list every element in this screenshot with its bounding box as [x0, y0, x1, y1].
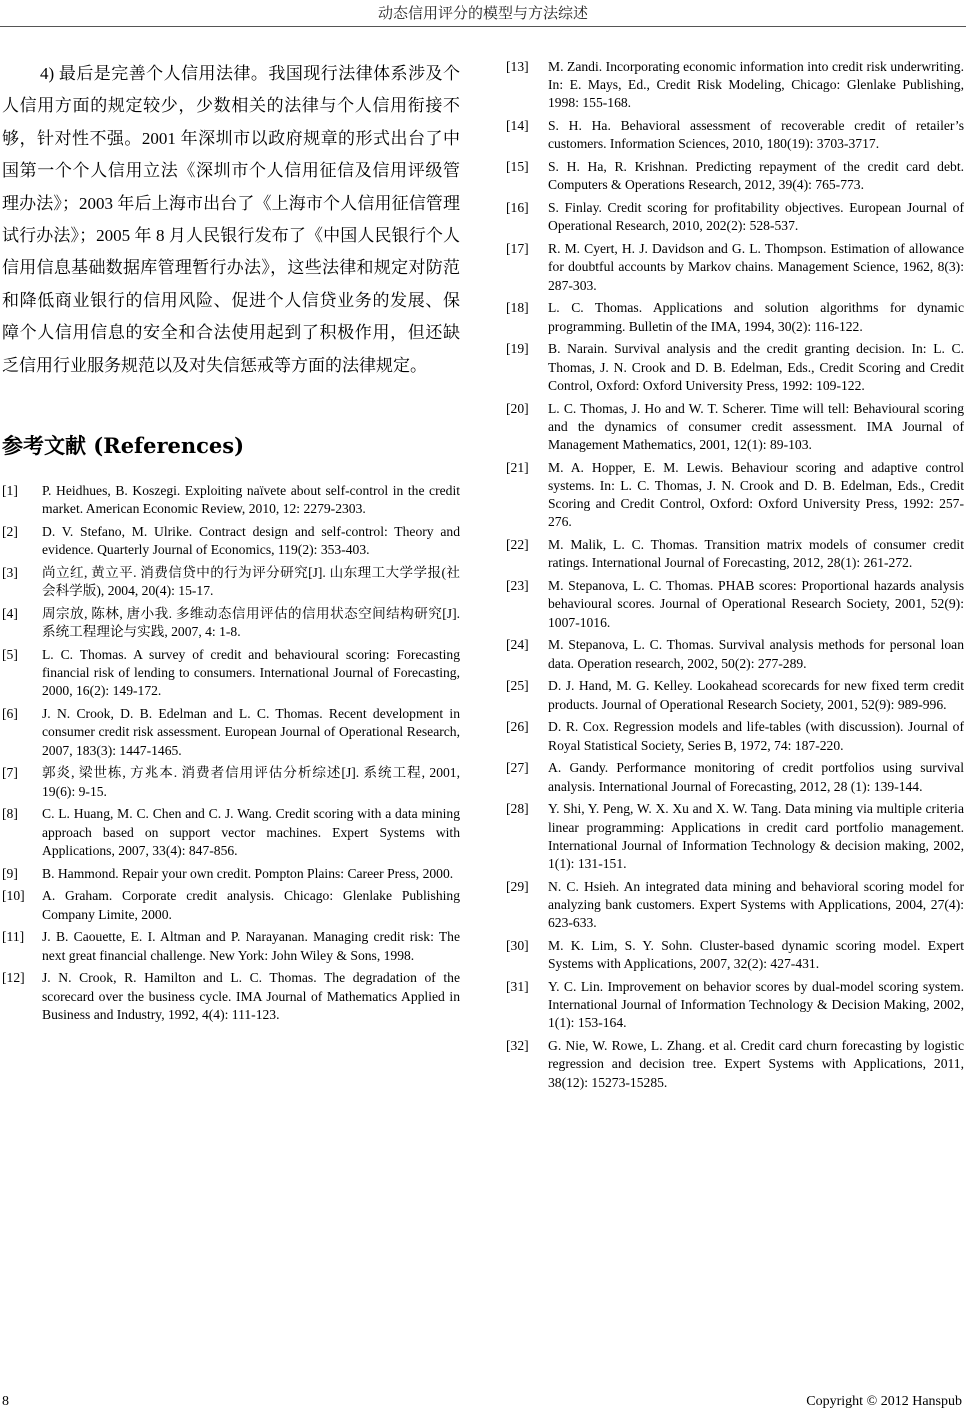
reference-number: [9]: [2, 865, 18, 881]
right-column: [506, 58, 964, 1096]
reference-text: A. Gandy. Performance monitoring of credit portfolios using survival analysis. International Journal of Forecasting, 2012, 28 (1): 139-144.: [548, 760, 964, 794]
reference-number: [27]: [506, 760, 529, 776]
reference-item: [2, 865, 460, 883]
reference-text: M. A. Hopper, E. M. Lewis. Behaviour scoring and adaptive control systems. In: L. C. Thomas, J. N. Crook and D. B. Edelman, Eds., Credit Scoring and Credit Control, Oxford: Oxford University Press, 1992: 257-276.: [548, 459, 964, 530]
reference-number: [15]: [506, 159, 529, 175]
reference-item: [2, 887, 460, 923]
reference-number: [2]: [2, 524, 18, 540]
reference-item: [2, 564, 460, 600]
reference-item: [506, 117, 964, 153]
reference-item: [506, 800, 964, 873]
reference-item: [2, 969, 460, 1024]
page-number: 8: [2, 1394, 9, 1409]
reference-text: R. M. Cyert, H. J. Davidson and G. L. Thompson. Estimation of allowance for doubtful accounts by Markov chains. Management Science, 1962, 8(3): 287-303.: [548, 241, 964, 293]
reference-number: [6]: [2, 706, 18, 722]
reference-text: M. Stepanova, L. C. Thomas. PHAB scores: Proportional hazards analysis behavioural scores. Journal of Operational Research Society, 2001, 52(9): 1007-1016.: [548, 578, 964, 630]
reference-text: M. K. Lim, S. Y. Sohn. Cluster-based dynamic scoring model. Expert Systems with Applications, 2007, 32(2): 427-431.: [548, 938, 964, 972]
reference-number: [26]: [506, 719, 529, 735]
reference-item: [506, 400, 964, 455]
reference-text: 郭炎, 梁世栋, 方兆本. 消费者信用评估分析综述[J]. 系统工程, 2001, 19(6): 9-15.: [42, 765, 460, 799]
reference-text: L. C. Thomas, J. Ho and W. T. Scherer. Time will tell: Behavioural scoring and the dynamics of consumer credit assessment. IMA Journal of Management Mathematics, 2001, 12(1): 89-103.: [548, 400, 964, 453]
left-column: [2, 58, 460, 1029]
reference-text: Y. Shi, Y. Peng, W. X. Xu and X. W. Tang. Data mining via multiple criteria linear programming: Applications in credit card portfolio management. International Journal of Information Technology & decision making, 2002, 1(1): 131-151.: [548, 801, 964, 872]
reference-item: [2, 482, 460, 518]
reference-item: [506, 536, 964, 572]
reference-text: M. Malik, L. C. Thomas. Transition matrix models of consumer credit ratings. International Journal of Forecasting, 2012, 28(1): 261-272.: [548, 537, 964, 571]
reference-item: [2, 928, 460, 964]
reference-item: [506, 759, 964, 795]
reference-item: [506, 158, 964, 194]
reference-text: C. L. Huang, M. C. Chen and C. J. Wang. Credit scoring with a data mining approach based on support vector machines. Expert Systems with Applications, 2007, 33(4): 847-856.: [42, 806, 460, 858]
body-paragraph: 4) 最后是完善个人信用法律。我国现行法律体系涉及个人信用方面的规定较少，少数相关的法律与个人信用衔接不够，针对性不强。2001 年深圳市以政府规章的形式出台了中国第一个个人信用立法《深圳市个人信用征信及信用评级管理办法》；2003 年后上海市出台了《上海市个人信用征信管理试行办法》；2005 年 8 月人民银行发布了《中国人民银行个人信用信息基础数据库管理暂行办法》，这些法律和规定对防范和降低商业银行的信用风险、促进个人信贷业务的发展、保障个人信用信息的安全和合法使用起到了积极作用，但还缺乏信用行业服务规范以及对失信惩戒等方面的法律规定。: [2, 64, 460, 375]
reference-text: S. Finlay. Credit scoring for profitability objectives. European Journal of Operational Research, 2010, 202(2): 528-537.: [548, 200, 964, 234]
copyright-notice: Copyright © 2012 Hanspub: [806, 1394, 962, 1409]
reference-item: [506, 878, 964, 933]
reference-item: [506, 718, 964, 754]
reference-text: D. R. Cox. Regression models and life-tables (with discussion). Journal of Royal Statistical Society, Series B, 1972, 74: 187-220.: [548, 719, 964, 753]
reference-number: [25]: [506, 678, 529, 694]
reference-text: Y. C. Lin. Improvement on behavior scores by dual-model scoring system. International Journal of Information Technology & Decision Making, 2002, 1(1): 153-164.: [548, 979, 964, 1031]
reference-item: [2, 764, 460, 800]
reference-item: [506, 636, 964, 672]
reference-text: J. N. Crook, D. B. Edelman and L. C. Thomas. Recent development in consumer credit risk assessment. European Journal of Operational Research, 2007, 183(3): 1447-1465.: [42, 706, 460, 758]
reference-number: [28]: [506, 801, 529, 817]
reference-item: [2, 646, 460, 701]
references-heading: 参考文献 (References): [2, 433, 245, 459]
header-divider: [0, 26, 966, 27]
reference-number: [22]: [506, 537, 529, 553]
reference-number: [13]: [506, 59, 529, 74]
reference-number: [5]: [2, 647, 18, 663]
reference-number: [8]: [2, 806, 18, 822]
reference-number: [17]: [506, 241, 529, 257]
reference-item: [506, 340, 964, 395]
reference-number: [32]: [506, 1038, 529, 1054]
reference-number: [31]: [506, 979, 529, 995]
reference-item: [506, 459, 964, 532]
reference-text: P. Heidhues, B. Koszegi. Exploiting naïvete about self-control in the credit market. American Economic Review, 2010, 12: 2279-2303.: [42, 483, 460, 517]
reference-number: [21]: [506, 459, 529, 475]
reference-text: G. Nie, W. Rowe, L. Zhang. et al. Credit card churn forecasting by logistic regression and decision tree. Expert Systems with Applications, 2011, 38(12): 15273-15285.: [548, 1038, 964, 1090]
running-header: 动态信用评分的模型与方法综述: [377, 6, 588, 22]
reference-text: D. J. Hand, M. G. Kelley. Lookahead scorecards for new fixed term credit products. Journal of Operational Research Society, 2001, 52(9): 989-996.: [548, 678, 964, 712]
reference-text: S. H. Ha. Behavioral assessment of recoverable credit of retailer’s customers. Information Sciences, 2010, 180(19): 3703-3717.: [548, 118, 964, 152]
reference-item: [506, 978, 964, 1033]
reference-item: [2, 705, 460, 760]
references-list-right: [506, 58, 964, 1092]
reference-item: [506, 677, 964, 713]
reference-item: [506, 299, 964, 335]
reference-text: 周宗放, 陈林, 唐小我. 多维动态信用评估的信用状态空间结构研究[J]. 系统工程理论与实践, 2007, 4: 1-8.: [42, 606, 460, 640]
reference-number: [7]: [2, 765, 18, 781]
reference-text: N. C. Hsieh. An integrated data mining and behavioral scoring model for analyzing bank customers. Expert Systems with Applications, 2004, 27(4): 623-633.: [548, 878, 964, 931]
reference-item: [2, 523, 460, 559]
reference-item: [506, 1037, 964, 1092]
reference-number: [29]: [506, 878, 529, 894]
reference-number: [10]: [2, 888, 25, 904]
reference-number: [3]: [2, 565, 18, 581]
reference-text: 尚立红, 黄立平. 消费信贷中的行为评分研究[J]. 山东理工大学学报(社会科学版), 2004, 20(4): 15-17.: [42, 565, 460, 599]
reference-number: [19]: [506, 341, 529, 357]
reference-text: J. B. Caouette, E. I. Altman and P. Narayanan. Managing credit risk: The next great financial challenge. New York: John Wiley & Sons, 1998.: [42, 929, 460, 963]
reference-item: [506, 577, 964, 632]
reference-item: [506, 58, 964, 113]
reference-item: [2, 605, 460, 641]
reference-text: L. C. Thomas. A survey of credit and behavioural scoring: Forecasting financial risk of lending to consumers. International Journal of Forecasting, 2000, 16(2): 149-172.: [42, 647, 460, 699]
reference-text: A. Graham. Corporate credit analysis. Chicago: Glenlake Publishing Company Limite, 2000.: [42, 888, 460, 922]
reference-text: M. Zandi. Incorporating economic information into credit risk underwriting. In: E. Mays, Ed., Credit Risk Modeling, Chicago: Glenlake Publishing, 1998: 155-168.: [548, 59, 964, 111]
reference-text: B. Narain. Survival analysis and the credit granting decision. In: L. C. Thomas, J. N. Crook and D. B. Edelman, Eds., Credit Scoring and Credit Control, Oxford: Oxford University Press, 1992: 109-122.: [548, 341, 964, 393]
reference-item: [2, 805, 460, 860]
reference-text: B. Hammond. Repair your own credit. Pompton Plains: Career Press, 2000.: [42, 865, 454, 881]
reference-item: [506, 199, 964, 235]
reference-number: [18]: [506, 300, 529, 316]
reference-number: [11]: [2, 929, 25, 945]
references-list-left: [2, 482, 460, 1024]
reference-text: S. H. Ha, R. Krishnan. Predicting repayment of the credit card debt. Computers & Operations Research, 2012, 39(4): 765-773.: [548, 159, 964, 193]
reference-number: [24]: [506, 637, 529, 653]
reference-number: [12]: [2, 970, 25, 986]
reference-text: L. C. Thomas. Applications and solution algorithms for dynamic programming. Bulletin of the IMA, 1994, 30(2): 116-122.: [548, 300, 964, 334]
reference-number: [4]: [2, 606, 18, 622]
reference-number: [1]: [2, 483, 18, 499]
reference-text: D. V. Stefano, M. Ulrike. Contract design and self-control: Theory and evidence. Quarterly Journal of Economics, 119(2): 353-403.: [42, 524, 460, 558]
reference-number: [14]: [506, 118, 529, 134]
reference-item: [506, 240, 964, 295]
reference-number: [30]: [506, 938, 529, 954]
reference-number: [23]: [506, 578, 529, 594]
reference-item: [506, 937, 964, 973]
reference-text: M. Stepanova, L. C. Thomas. Survival analysis methods for personal loan data. Operation research, 2002, 50(2): 277-289.: [548, 637, 964, 671]
reference-number: [16]: [506, 200, 529, 216]
reference-number: [20]: [506, 400, 529, 416]
reference-text: J. N. Crook, R. Hamilton and L. C. Thomas. The degradation of the scorecard over the business cycle. IMA Journal of Mathematics Applied in Business and Industry, 1992, 4(4): 111-123.: [42, 970, 460, 1022]
